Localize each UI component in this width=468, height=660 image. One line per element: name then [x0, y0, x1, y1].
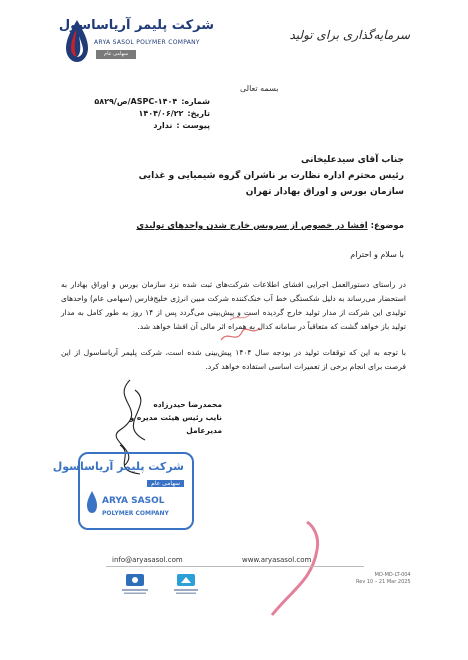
certification-logo-icon [120, 572, 150, 596]
subject-text: افشا در خصوص از سرویس خارج شدن واحدهای تولیدی [136, 221, 368, 231]
contact-email: info@aryasasol.com [112, 556, 183, 564]
certification-logo-icon [172, 572, 200, 596]
doc-revision: Rev 10 – 21 Mar 2025 [356, 579, 411, 585]
addressee-org: سازمان بورس و اوراق بهادار تهران [245, 187, 404, 197]
red-handwritten-mark [216, 300, 266, 360]
greeting: با سلام و احترام [350, 250, 404, 259]
date-value: ۱۴۰۴/۰۶/۲۲ [138, 109, 184, 118]
stamp-name-fa: شرکت پلیمر آریاساسول [52, 460, 184, 473]
attachment-value: ندارد [153, 121, 173, 130]
signer-title: نایب رئیس هیئت مدیره و مدیرعامل [129, 413, 222, 435]
attachment-label: پیوست : [176, 121, 210, 130]
slogan: سرمایه‌گذاری برای تولید [289, 28, 410, 42]
doc-code: MD-MD-LT-004 [374, 572, 411, 578]
addressee-title: رئیس محترم اداره نظارت بر ناشران گروه شیمیایی و غذایی [138, 171, 404, 181]
addressee-name: جناب آقای سیدعلیخانی [300, 155, 404, 165]
stamp-name-en-1: ARYA SASOL [102, 496, 165, 506]
red-decorative-curve [262, 520, 322, 620]
meta-number [70, 96, 210, 108]
company-logo [58, 16, 214, 68]
basmala: بسمه تعالی [240, 84, 279, 93]
contact-website: www.aryasasol.com [242, 556, 312, 564]
number-value: ASPC-۱۴۰۴/ص/۵۸۲۹ [94, 97, 178, 106]
date-label: تاریخ: [187, 109, 210, 118]
company-stamp [52, 452, 194, 530]
addressee-block [64, 152, 404, 200]
signer-block [92, 398, 222, 437]
signer-name: محمدرضا حیدرزاده [153, 400, 222, 409]
meta-attachment [70, 120, 210, 132]
company-name-fa: شرکت پلیمر آریاساسول [58, 18, 214, 33]
stamp-name-en-2: POLYMER COMPANY [102, 510, 169, 517]
stamp-drop-icon [86, 490, 98, 514]
body-paragraph-1: در راستای دستورالعمل اجرایی افشای اطلاعات شرکت‌های ثبت شده نزد سازمان بورس و اوراق بهادار به استحضار می‌رساند به دلیل شکستگی خط آب خنک‌کننده شرکت مبین انرژی خلیج‌فارس (سهامی عام) واحدهای تولیدی این شرکت از مدار تولید خارج گردیده است و پیش‌بینی می‌گردد پس از ۱۴ روز به طور کامل به مدار تولید باز خواهد گشت که متعاقباً در سامانه کدال به همراه اثر مالی آن افشا خواهد شد. [61, 280, 406, 331]
meta-date [70, 108, 210, 120]
company-type-badge: سهامی عام [96, 50, 136, 59]
letter-meta [70, 96, 210, 132]
document-reference [356, 572, 411, 586]
body-paragraph-2: با توجه به این که توقفات تولید در بودجه سال ۱۴۰۴ پیش‌بینی شده است، شرکت پلیمر آریاساسول از این فرصت برای انجام برخی از تعمیرات اساسی استفاده خواهد کرد. [61, 348, 406, 371]
subject-label: موضوع: [370, 221, 404, 231]
footer-divider [106, 566, 364, 567]
company-name-en: ARYA SASOL POLYMER COMPANY [94, 39, 200, 46]
stamp-type-fa: سهامی عام [147, 480, 184, 487]
subject-line [64, 221, 404, 231]
number-label: شماره: [181, 97, 210, 106]
